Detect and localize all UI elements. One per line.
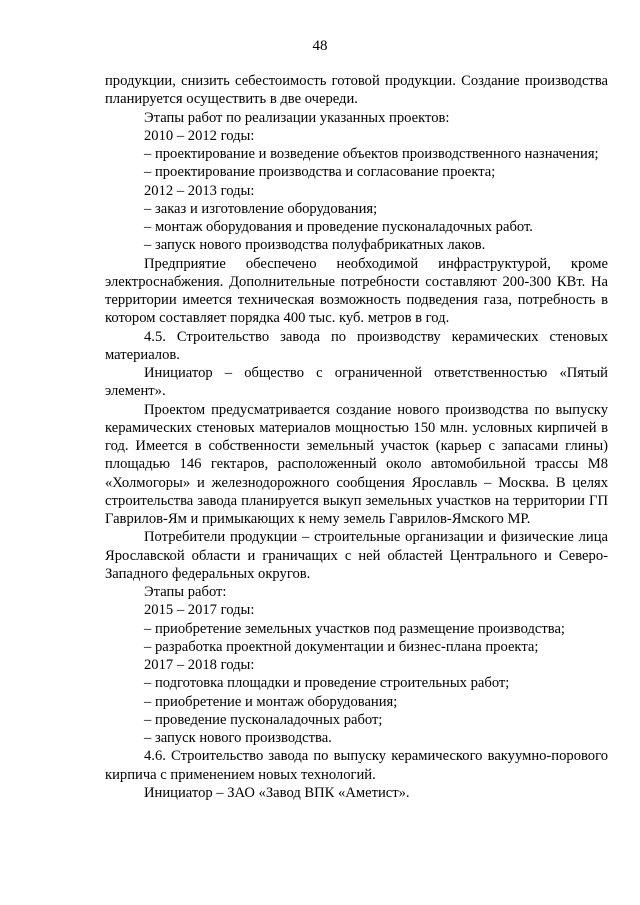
paragraph: – запуск нового производства. bbox=[144, 730, 332, 746]
paragraph: Предприятие обеспечено необходимой инфраструктурой, кроме электроснабжения. Дополнительные потребности составляют 200-300 КВт. На территории имеется техническая возможность подведения газа, потребность в котором составляет порядка 400 тыс. куб. метров в год. bbox=[105, 255, 608, 327]
paragraph: – проектирование производства и согласование проекта; bbox=[144, 164, 496, 181]
paragraph: – запуск нового производства полуфабрикатных лаков. bbox=[144, 237, 486, 254]
paragraph: – монтаж оборудования и проведение пусконаладочных работ. bbox=[144, 219, 533, 235]
paragraph: 2010 – 2012 годы: bbox=[144, 127, 255, 144]
paragraph: – разработка проектной документации и бизнес-плана проекта; bbox=[144, 638, 539, 655]
paragraph: – заказ и изготовление оборудования; bbox=[144, 200, 378, 217]
paragraph: Проектом предусматривается создание нового производства по выпуску керамических стеновых материалов мощностью 150 млн. условных кирпичей в год. Имеется в собственности земельный участок (карьер с запасами глины) площадью 146 гектаров, расположенный около автомобильной трассы М8 «Холмогоры» и железнодорожного сообщения Ярославль – Москва. В целях строительства завода планируется выкуп земельных участков на территории ГП Гаврилов-Ям и примыкающих к нему земель Гаврилов-Ямского МР. bbox=[105, 401, 608, 527]
paragraph: 2015 – 2017 годы: bbox=[144, 602, 255, 619]
paragraph: – проведение пусконаладочных работ; bbox=[144, 711, 383, 728]
paragraph: продукции, снизить себестоимость готовой продукции. Создание производства планируется осуществить в две очереди. bbox=[105, 73, 608, 108]
paragraph: Потребители продукции – строительные организации и физические лица Ярославской области и граничащих с ней областей Центрального и Северо-Западного федеральных округов. bbox=[105, 529, 608, 582]
paragraph: 4.5. Строительство завода по производству керамических стеновых материалов. bbox=[105, 328, 608, 363]
paragraph: Этапы работ: bbox=[144, 584, 227, 600]
paragraph: – приобретение земельных участков под размещение производства; bbox=[144, 620, 565, 637]
paragraph: – подготовка площадки и проведение строительных работ; bbox=[144, 675, 510, 692]
paragraph: 2017 – 2018 годы: bbox=[144, 657, 255, 673]
paragraph: – приобретение и монтаж оборудования; bbox=[144, 693, 398, 710]
paragraph: – проектирование и возведение объектов производственного назначения; bbox=[144, 146, 599, 162]
paragraph: 4.6. Строительство завода по выпуску керамического вакуумно-порового кирпича с применением новых технологий. bbox=[105, 748, 608, 783]
paragraph: Этапы работ по реализации указанных проектов: bbox=[144, 109, 450, 126]
page-number: 48 bbox=[312, 38, 328, 54]
paragraph: Инициатор – общество с ограниченной ответственностью «Пятый элемент». bbox=[105, 365, 608, 400]
document-body bbox=[105, 72, 608, 802]
paragraph: 2012 – 2013 годы: bbox=[144, 182, 255, 199]
paragraph: Инициатор – ЗАО «Завод ВПК «Аметист». bbox=[144, 784, 410, 801]
